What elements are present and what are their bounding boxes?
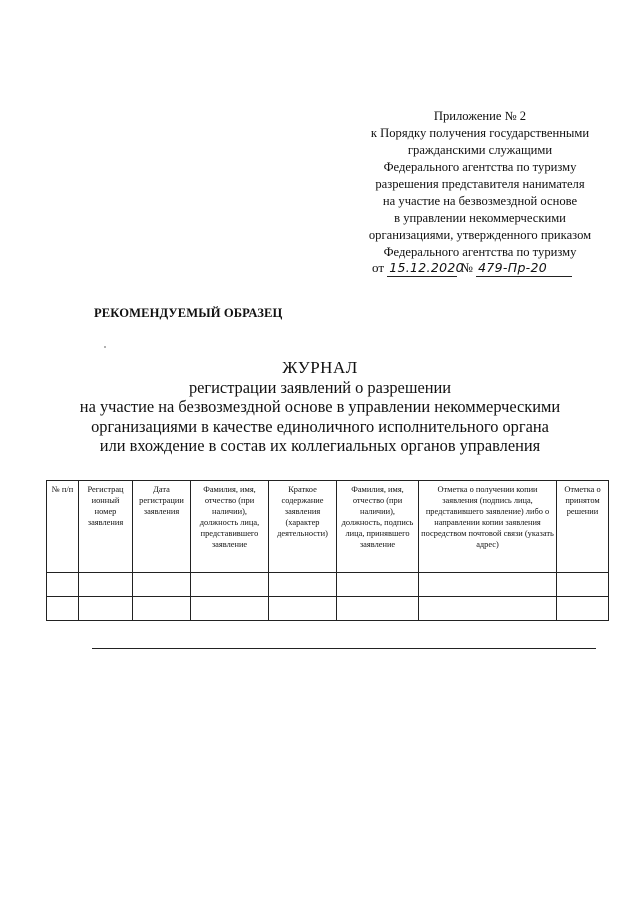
appendix-line: Федерального агентства по туризму <box>383 245 577 259</box>
order-date: 15.12.2020 <box>389 260 464 275</box>
table-row <box>47 597 609 621</box>
table-cell <box>133 597 191 621</box>
scan-speck <box>104 346 106 348</box>
journal-title-line: на участие на безвозмездной основе в управлении некоммерческими <box>79 397 561 417</box>
recommended-sample-label: РЕКОМЕНДУЕМЫЙ ОБРАЗЕЦ <box>94 306 283 320</box>
appendix-line: Приложение № 2 <box>433 109 527 123</box>
journal-title-line: регистрации заявлений о разрешении <box>188 377 452 397</box>
table-cell <box>557 573 609 597</box>
appendix-line: организациями, утвержденного приказом <box>368 228 592 242</box>
table-cell <box>269 573 337 597</box>
table-cell <box>557 597 609 621</box>
header-cell-applicant: Фамилия, имя, отчество (при наличии), должность лица, представившего заявление <box>191 481 269 573</box>
table-cell <box>79 597 133 621</box>
table-cell <box>337 597 419 621</box>
table-cell <box>419 597 557 621</box>
table-cell <box>191 573 269 597</box>
table-cell <box>337 573 419 597</box>
number-prefix: № <box>460 260 473 275</box>
journal-title-main: ЖУРНАЛ <box>282 358 358 377</box>
order-number: 479-Пр-20 <box>476 260 572 277</box>
date-prefix: от <box>372 260 385 275</box>
table-cell <box>191 597 269 621</box>
header-cell-number: № п/п <box>47 481 79 573</box>
appendix-line: на участие на безвозмездной основе <box>382 194 578 208</box>
bottom-rule <box>92 648 596 649</box>
header-cell-reg-number: Регистрац ионный номер заявления <box>79 481 133 573</box>
journal-table <box>46 480 609 621</box>
header-cell-decision: Отметка о принятом решении <box>557 481 609 573</box>
table-row <box>47 573 609 597</box>
journal-title <box>40 358 600 456</box>
appendix-line: Федерального агентства по туризму <box>383 160 577 174</box>
appendix-line: разрешения представителя нанимателя <box>375 177 585 191</box>
header-cell-reg-date: Дата регистрации заявления <box>133 481 191 573</box>
header-cell-summary: Краткое содержание заявления (характер деятельности) <box>269 481 337 573</box>
header-cell-copy-note: Отметка о получении копии заявления (подпись лица, представившего заявление) либо о направлении копии заявления посредством почтовой связи (указать адрес) <box>419 481 557 573</box>
appendix-line: гражданскими служащими <box>407 143 553 157</box>
appendix-block <box>352 108 608 261</box>
appendix-line: к Порядку получения государственными <box>370 126 590 140</box>
order-date-number <box>372 258 592 278</box>
appendix-line: в управлении некоммерческими <box>394 211 566 225</box>
table-cell <box>269 597 337 621</box>
table-cell <box>133 573 191 597</box>
table-cell <box>47 573 79 597</box>
table-cell <box>419 573 557 597</box>
table-header-row <box>47 481 609 573</box>
table-cell <box>79 573 133 597</box>
journal-title-line: организациями в качестве единоличного исполнительного органа <box>91 416 549 436</box>
journal-title-line: или вхождение в состав их коллегиальных органов управления <box>99 436 541 456</box>
header-cell-receiver: Фамилия, имя, отчество (при наличии), должность, подпись лица, принявшего заявление <box>337 481 419 573</box>
table-cell <box>47 597 79 621</box>
